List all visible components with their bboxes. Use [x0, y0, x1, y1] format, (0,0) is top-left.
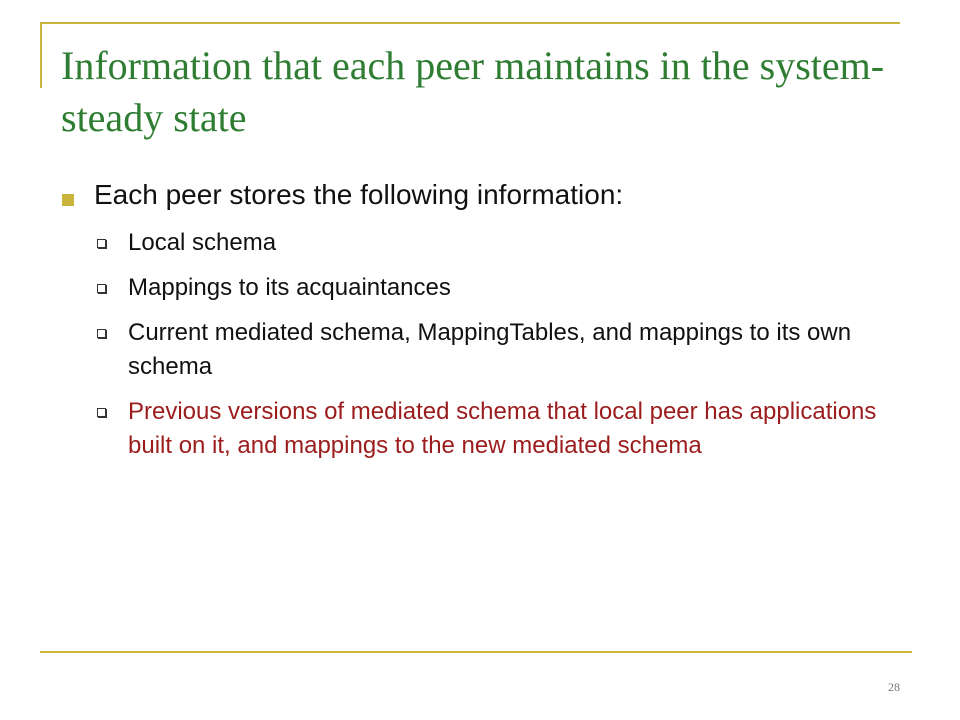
- square-bullet-icon: [62, 194, 74, 206]
- main-bullet: [60, 174, 900, 216]
- page-number: 28: [888, 680, 900, 694]
- sub-bullet-previous-versions: [60, 395, 900, 463]
- sub-bullet-text: Local schema: [128, 229, 277, 256]
- sub-bullet-text: Current mediated schema, MappingTables, and mappings to its own schema: [128, 319, 852, 380]
- sub-bullet-text: Mappings to its acquaintances: [128, 274, 451, 301]
- top-rule: [40, 22, 900, 24]
- sub-bullet-mappings-acquaintances: [60, 271, 900, 305]
- sub-bullet-local-schema: [60, 226, 900, 260]
- hollow-square-bullet-icon: [97, 408, 106, 417]
- main-bullet-text: Each peer stores the following information:: [94, 179, 624, 210]
- hollow-square-bullet-icon: [97, 239, 106, 248]
- hollow-square-bullet-icon: [97, 284, 106, 293]
- slide-content: [60, 174, 900, 474]
- sub-bullet-text: Previous versions of mediated schema that local peer has applications built on it, and mappings to the new mediated schema: [128, 398, 877, 459]
- bottom-rule: [40, 651, 912, 653]
- slide-title: Information that each peer maintains in the system-steady state: [61, 43, 885, 140]
- sub-bullet-current-mediated-schema: [60, 316, 900, 384]
- hollow-square-bullet-icon: [97, 329, 106, 338]
- left-rule: [40, 22, 42, 88]
